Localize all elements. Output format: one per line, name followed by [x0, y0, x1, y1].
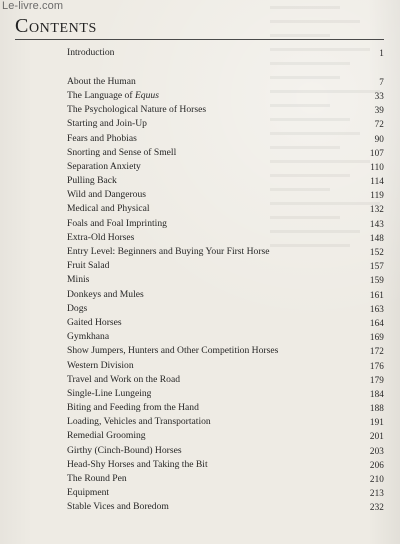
faint-show-through-text: ▬▬▬▬▬▬▬ ▬▬▬▬▬▬▬▬▬ ▬▬▬▬▬▬ ▬▬▬▬▬▬▬▬▬▬ ▬▬▬▬▬▬▬▬ ▬▬▬▬▬▬▬ ▬▬▬▬▬▬▬▬▬▬▬ ▬▬▬▬▬▬ ▬▬▬▬▬▬▬▬ ▬▬▬▬▬▬▬▬▬ ▬▬▬▬▬▬▬ ▬▬▬▬▬▬▬▬▬▬ ▬▬▬▬▬▬▬▬ ▬▬▬▬▬▬ ▬▬▬▬▬▬▬▬▬▬▬ ▬▬▬▬▬▬▬ ▬▬▬▬▬▬▬▬▬ ▬▬▬▬▬▬▬▬ [270, 1, 380, 250]
toc-entry-title-prefix: The Language of [67, 89, 135, 101]
toc-entry-page: 114 [370, 176, 384, 187]
toc-entry-page: 157 [369, 261, 384, 272]
toc-entry-travel-and-work [67, 373, 387, 387]
toc-entry-loading-and-transportation [67, 415, 387, 429]
toc-entry-title-emphasis: Equus [134, 89, 159, 101]
toc-entry-title: Dogs [67, 302, 88, 314]
toc-entry-title: Introduction [67, 47, 115, 58]
toc-entry-title: Biting and Feeding from the Hand [67, 402, 199, 414]
toc-entry-page: 188 [369, 403, 384, 414]
toc-entry-title: Fruit Salad [67, 260, 110, 272]
toc-entry-title: The Round Pen [67, 473, 127, 485]
toc-entry-title: Show Jumpers, Hunters and Other Competition Horses [67, 345, 279, 357]
toc-entry-title: Pulling Back [67, 175, 117, 187]
toc-entry-fruit-salad [67, 259, 387, 273]
toc-entry-page: 206 [369, 459, 384, 470]
toc-entry-medical-and-physical [67, 202, 387, 216]
toc-entry-about-the-human [67, 75, 387, 89]
toc-entry-page: 110 [370, 161, 384, 172]
toc-entry-show-jumpers [67, 344, 387, 358]
toc-entry-page: 191 [369, 417, 384, 428]
watermark: Le-livre.com [2, 0, 64, 12]
toc-entry-page: 210 [369, 474, 384, 485]
toc-entry-title: Entry Level: Beginners and Buying Your First Horse [67, 246, 270, 258]
toc-entry-title: Medical and Physical [67, 203, 150, 215]
toc-entry-page: 90 [374, 133, 384, 144]
toc-entry-page: 161 [369, 289, 384, 300]
toc-entry-title: Gaited Horses [67, 316, 122, 328]
toc-entry-title: Equipment [67, 487, 110, 499]
toc-entry-pulling-back [67, 174, 387, 188]
toc-entry-stable-vices [67, 500, 387, 514]
toc-entry-page: 7 [379, 76, 384, 87]
toc-entry-dogs [67, 302, 387, 316]
toc-entry-page: 232 [369, 502, 384, 513]
toc-entry-foals [67, 217, 387, 231]
toc-entry-head-shy-horses [67, 458, 387, 472]
toc-entry-language-of-equus [67, 89, 387, 103]
toc-entry-page: 163 [369, 303, 384, 314]
toc-entry-page: 176 [369, 360, 384, 371]
page-title: Contents [15, 15, 97, 37]
toc-entry-page: 159 [369, 275, 384, 286]
toc-entry-equipment [67, 486, 387, 500]
toc-entry-title: Remedial Grooming [67, 430, 146, 442]
toc-entry-extra-old-horses [67, 231, 387, 245]
toc-entry-title: Gymkhana [67, 331, 110, 343]
toc-entry-title: Foals and Foal Imprinting [67, 217, 167, 229]
toc-entry-gaited-horses [67, 316, 387, 330]
toc-entry-page: 179 [369, 374, 384, 385]
table-of-contents [67, 46, 387, 515]
toc-entry-page: 201 [369, 431, 384, 442]
toc-entry-title: About the Human [67, 75, 136, 87]
toc-entry-page: 164 [369, 317, 384, 328]
toc-entry-donkeys-and-mules [67, 288, 387, 302]
toc-entry-girthy-horses [67, 444, 387, 458]
toc-entry-minis [67, 273, 387, 287]
toc-entry-snorting-and-smell [67, 146, 387, 160]
toc-entry-title: Girthy (Cinch-Bound) Horses [67, 444, 182, 456]
toc-entry-title: Single-Line Lungeing [67, 387, 152, 399]
toc-entry-title: Snorting and Sense of Smell [67, 146, 177, 158]
toc-entry-page: 148 [369, 232, 384, 243]
toc-entry-page: 132 [369, 204, 384, 215]
toc-entry-title: Starting and Join-Up [67, 118, 147, 130]
toc-entry-title: Western Division [67, 359, 134, 371]
toc-entry-title: Loading, Vehicles and Transportation [67, 416, 211, 428]
toc-entry-page: 107 [369, 147, 384, 158]
toc-entry-title: Minis [67, 274, 90, 286]
toc-entry-title: Wild and Dangerous [67, 189, 147, 201]
toc-entry-psychological-nature [67, 103, 387, 117]
title-rule [15, 39, 384, 40]
toc-entry-entry-level [67, 245, 387, 259]
toc-entry-page: 72 [374, 119, 384, 130]
toc-entry-title: Separation Anxiety [67, 160, 141, 172]
toc-entry-title: Head-Shy Horses and Taking the Bit [67, 458, 208, 470]
toc-entry-western-division [67, 359, 387, 373]
toc-entry-title: Donkeys and Mules [67, 288, 144, 300]
toc-entry-single-line-lungeing [67, 387, 387, 401]
toc-entry-remedial-grooming [67, 429, 387, 443]
toc-entry-page: 143 [369, 218, 384, 229]
toc-entry-biting-and-feeding [67, 401, 387, 415]
toc-entry-starting-and-join-up [67, 117, 387, 131]
toc-entry-separation-anxiety [67, 160, 387, 174]
toc-entry-introduction [67, 46, 387, 60]
toc-entry-round-pen [67, 472, 387, 486]
toc-entry-page: 33 [374, 90, 384, 101]
toc-entry-title: Fears and Phobias [67, 132, 137, 144]
toc-entry-page: 119 [370, 190, 384, 201]
toc-entry-wild-and-dangerous [67, 188, 387, 202]
toc-entry-page: 213 [369, 488, 384, 499]
toc-entry-page: 203 [369, 445, 384, 456]
toc-entry-page: 169 [369, 332, 384, 343]
toc-entry-page: 152 [369, 247, 384, 258]
toc-entry-title: Travel and Work on the Road [67, 373, 181, 385]
toc-entry-page: 1 [379, 48, 384, 58]
toc-entry-gymkhana [67, 330, 387, 344]
toc-entry-page: 184 [369, 388, 384, 399]
toc-entry-title: The Psychological Nature of Horses [67, 104, 207, 116]
toc-entry-fears-and-phobias [67, 132, 387, 146]
toc-entry-title [67, 89, 159, 103]
toc-entry-title: Extra-Old Horses [67, 231, 135, 243]
toc-entry-title: Stable Vices and Boredom [67, 501, 169, 513]
toc-entry-page: 39 [374, 105, 384, 116]
toc-entry-page: 172 [369, 346, 384, 357]
